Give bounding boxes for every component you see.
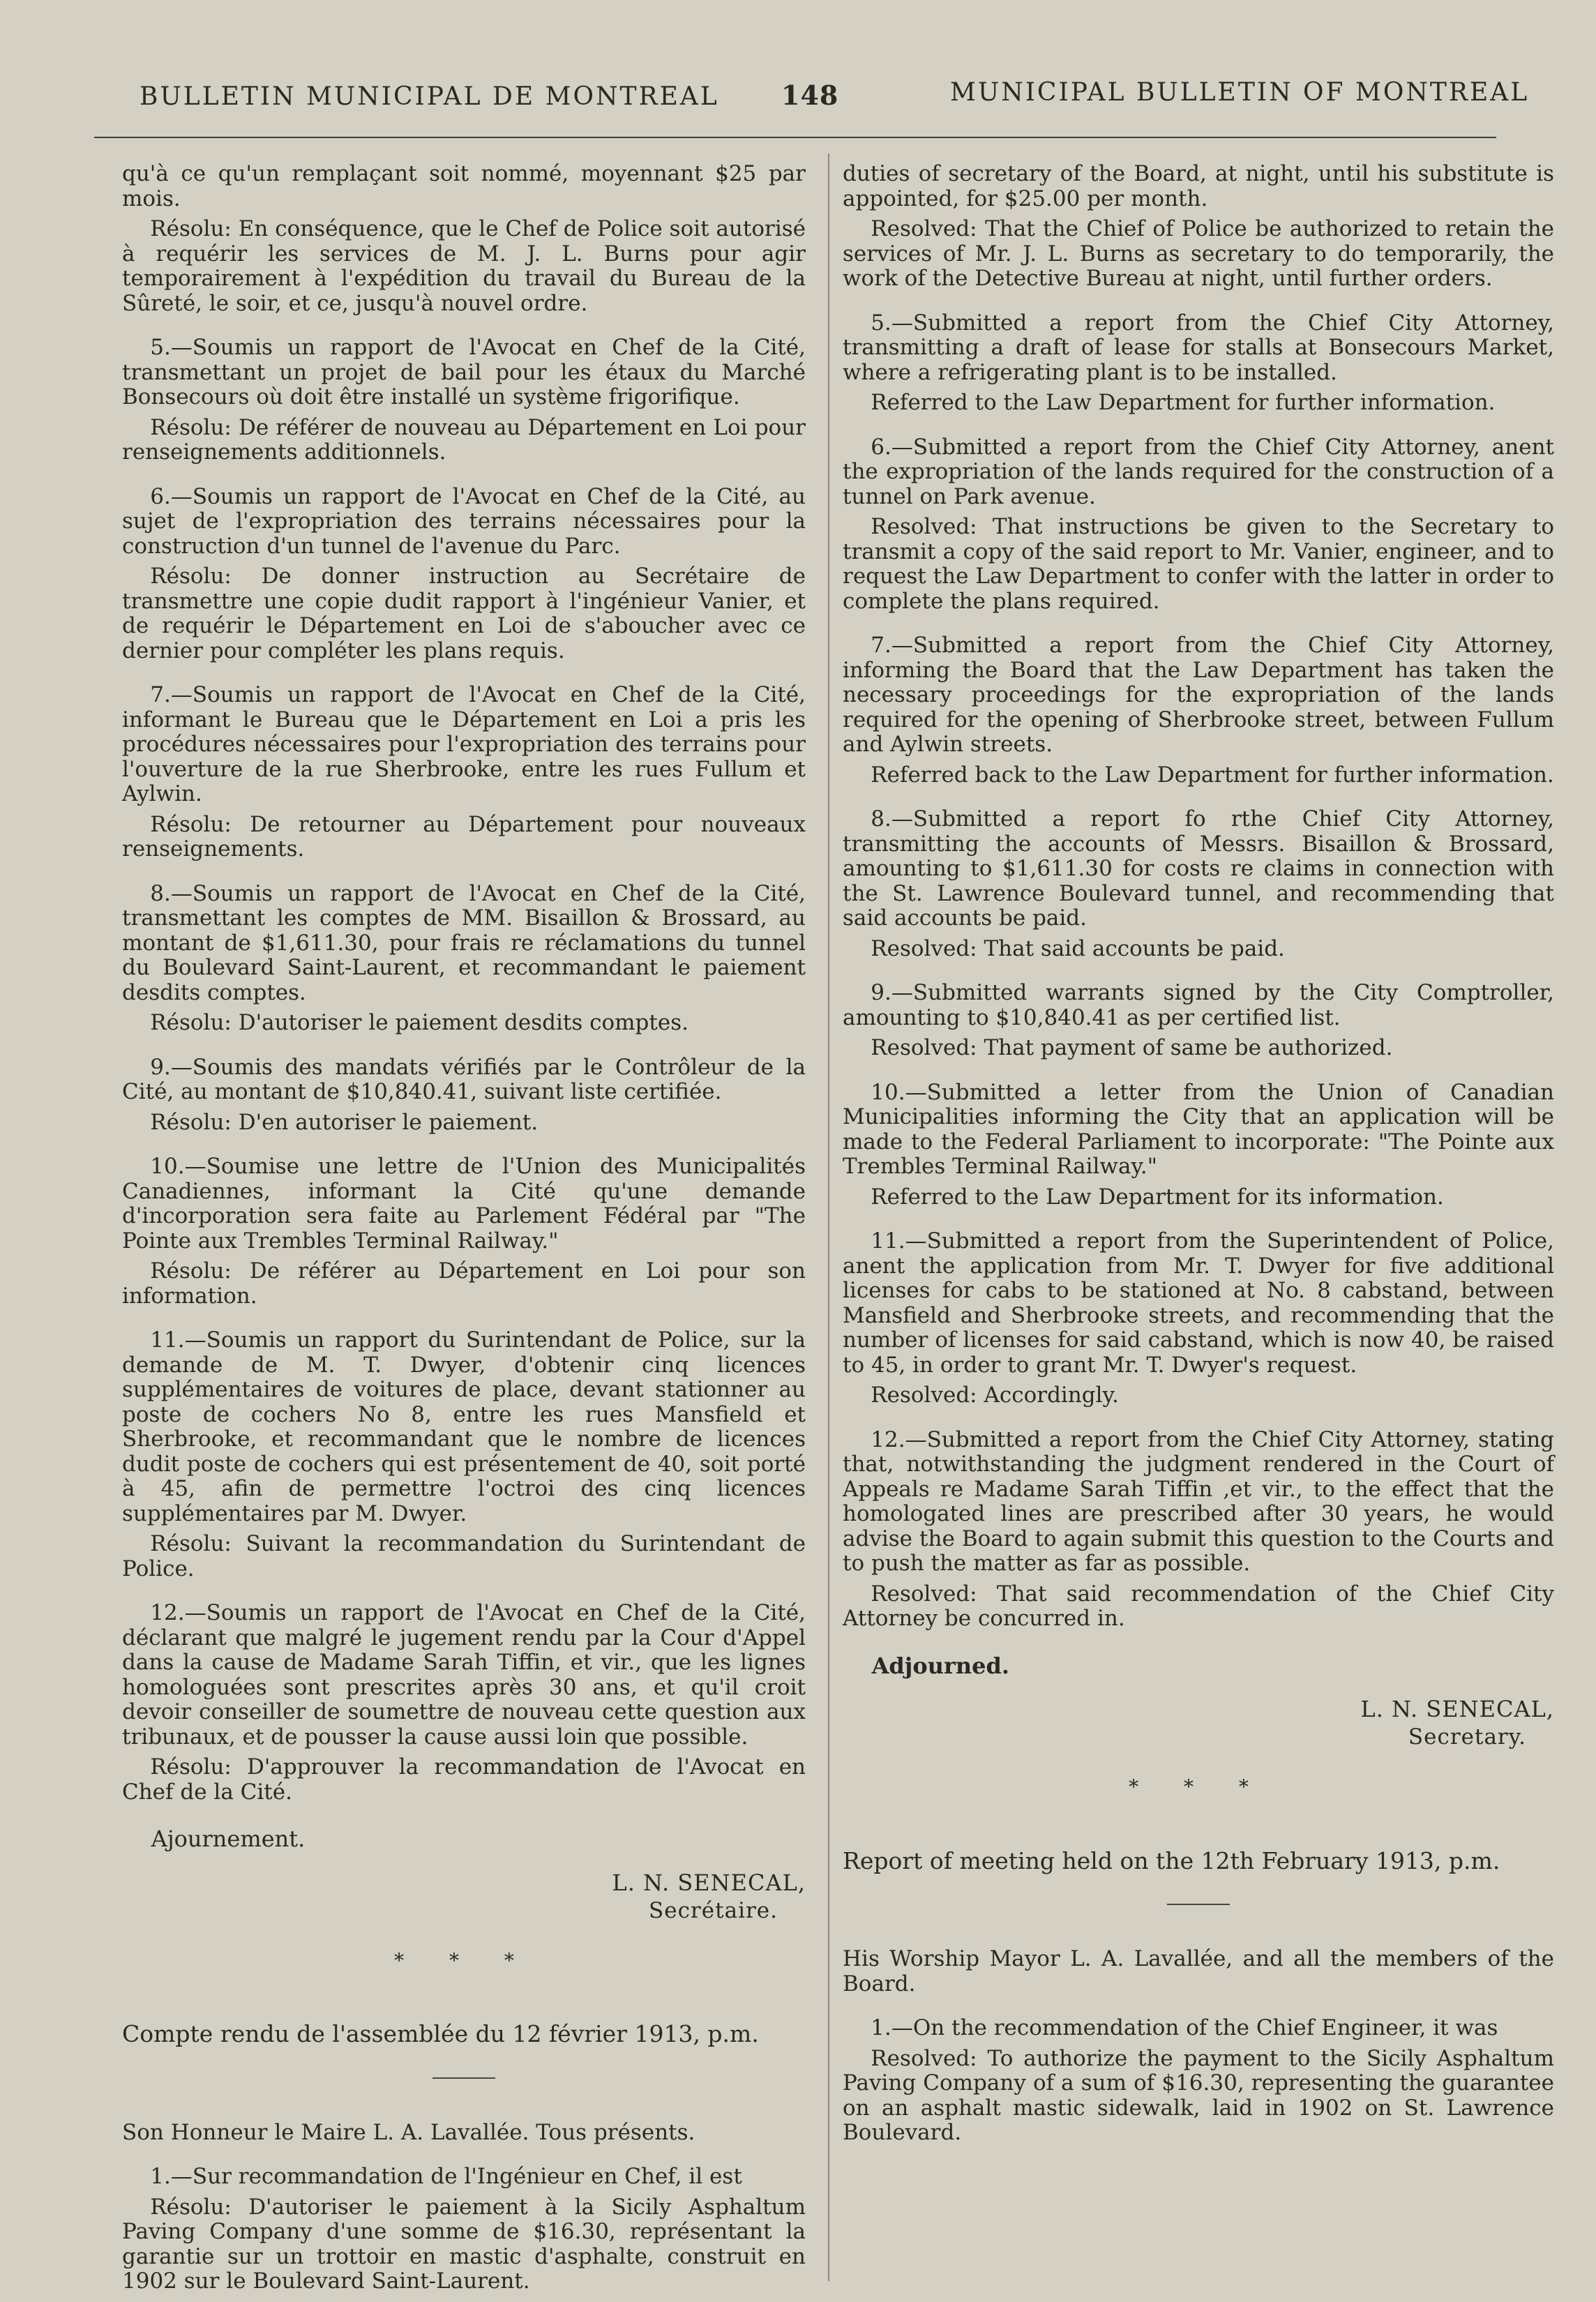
agenda-item-8: 8.—Submitted a report fo rthe Chief City Attorney, transmitting the accounts of Messrs. Bisaillon & Brossard, amounting to $1,611.30 for costs re claims in connection with the St. Lawrence Boulevard tunnel, and recommending that said accounts be paid.	[843, 806, 1554, 931]
resolution: Résolu: Suivant la recommandation du Surintendant de Police.	[122, 1531, 806, 1581]
signature-block	[122, 1869, 806, 1925]
agenda-item-11: 11.—Soumis un rapport du Surintendant de Police, sur la demande de M. T. Dwyer, d'obtenir cinq licences supplémentaires de voitures de place, devant stationner au poste de cochers No 8, entre les rues Mansfield et Sherbrooke, et recommandant que le nombre de licences dudit poste de cochers qui est présentement de 40, soit porté à 45, afin de permettre l'octroi des cinq licences supplémentaires par M. Dwyer.	[122, 1327, 806, 1526]
signature-name: L. N. SENECAL,	[1360, 1696, 1554, 1722]
resolution: Referred back to the Law Department for further information.	[871, 762, 1554, 788]
header-rule	[94, 137, 1496, 138]
resolution: Resolved: Accordingly.	[871, 1383, 1119, 1408]
resolution: Résolu: De retourner au Département pour nouveaux renseignements.	[122, 811, 806, 862]
page-number: 148	[781, 80, 839, 111]
signature-block	[843, 1695, 1554, 1751]
agenda-item-6: 6.—Submitted a report from the Chief City Attorney, anent the expropriation of the lands required for the construction of a tunnel on Park avenue.	[843, 434, 1554, 509]
resolution: Resolved: That said recommendation of the Chief City Attorney be concurred in.	[843, 1581, 1554, 1631]
agenda-item-7: 7.—Soumis un rapport de l'Avocat en Chef de la Cité, informant le Bureau que le Département en Loi a pris les procédures nécessaires pour l'expropriation des terrains pour l'ouverture de la rue Sherbrooke, entre les rues Fullum et Aylwin.	[122, 682, 806, 806]
attendance: Son Honneur le Maire L. A. Lavallée. Tous présents.	[122, 2119, 695, 2145]
resolution: Resolved: That said accounts be paid.	[871, 935, 1285, 961]
paragraph: qu'à ce qu'un remplaçant soit nommé, moyennant $25 par mois.	[122, 161, 806, 211]
agenda-item-5: 5.—Soumis un rapport de l'Avocat en Chef de la Cité, transmettant un projet de bail pour les étaux du Marché Bonsecours où doit être installé un système frigorifique.	[122, 335, 806, 409]
agenda-item-10: 10.—Submitted a letter from the Union of Canadian Municipalities informing the City that an application will be made to the Federal Parliament to incorporate: "The Pointe aux Trembles Terminal Railway."	[843, 1079, 1554, 1179]
meeting-heading: Report of meeting held on the 12th February 1913, p.m.	[843, 1846, 1500, 1874]
resolution: Referred to the Law Department for its information.	[871, 1184, 1444, 1210]
agenda-item-9: 9.—Soumis des mandats vérifiés par le Contrôleur de la Cité, au montant de $10,840.41, suivant liste certifiée.	[122, 1054, 806, 1104]
resolution: Résolu: En conséquence, que le Chef de Police soit autorisé à requérir les services de M. J. L. Burns pour agir temporairement à l'expédition du travail du Bureau de la Sûreté, le soir, et ce, jusqu'à nouvel ordre.	[122, 216, 806, 316]
english-column	[843, 162, 1554, 2151]
signature-role: Secrétaire.	[649, 1897, 778, 1923]
agenda-item-1: 1.—Sur recommandation de l'Ingénieur en Chef, il est	[150, 2164, 742, 2189]
resolution: Résolu: De donner instruction au Secrétaire de transmettre une copie dudit rapport à l'ingénieur Vanier, et de requérir le Département en Loi de s'aboucher avec ce dernier pour compléter les plans requis.	[122, 564, 806, 663]
adjournment: Adjourned.	[871, 1652, 1009, 1679]
meeting-heading: Compte rendu de l'assemblée du 12 février 1913, p.m.	[122, 2020, 759, 2047]
resolution: Resolved: To authorize the payment to the Sicily Asphaltum Paving Company of a sum of $16.30, representing the guarantee on an asphalt mastic sidewalk, laid in 1902 on St. Lawrence Boulevard.	[843, 2045, 1554, 2145]
signature-name: L. N. SENECAL,	[612, 1869, 806, 1896]
short-rule	[432, 2077, 495, 2079]
agenda-item-11: 11.—Submitted a report from the Superintendent of Police, anent the application from Mr. T. Dwyer for five additional licenses for cabs to be stationed at No. 8 cabstand, between Mansfield and Sherbrooke streets, and recommending that the number of licenses for said cabstand, which is now 40, be raised to 45, in order to grant Mr. T. Dwyer's request.	[843, 1228, 1554, 1378]
agenda-item-12: 12.—Soumis un rapport de l'Avocat en Chef de la Cité, déclarant que malgré le jugement rendu par la Cour d'Appel dans la cause de Madame Sarah Tiffin, et vir., que les lignes homologuées sont prescrites après 30 ans, et qu'il croit devoir conseiller de soumettre de nouveau cette question aux tribunaux, et de pousser la cause aussi loin que possible.	[122, 1600, 806, 1750]
agenda-item-8: 8.—Soumis un rapport de l'Avocat en Chef de la Cité, transmettant les comptes de MM. Bisaillon & Brossard, au montant de $1,611.30, pour frais re réclamations du tunnel du Boulevard Saint-Laurent, et recommandant le paiement desdits comptes.	[122, 880, 806, 1005]
agenda-item-9: 9.—Submitted warrants signed by the City Comptroller, amounting to $10,840.41 as per certified list.	[843, 980, 1554, 1030]
agenda-item-7: 7.—Submitted a report from the Chief City Attorney, informing the Board that the Law Department has taken the necessary proceedings for the expropriation of the lands required for the opening of Sherbrooke street, between Fullum and Aylwin streets.	[843, 633, 1554, 757]
paragraph: duties of secretary of the Board, at night, until his substitute is appointed, for $25.00 per month.	[843, 161, 1554, 211]
agenda-item-12: 12.—Submitted a report from the Chief City Attorney, stating that, notwithstanding the judgment rendered in the Court of Appeals re Madame Sarah Tiffin ,et vir., to the effect that the homologated lines are prescribed after 30 years, he would advise the Board to again submit this question to the Courts and to push the matter as far as possible.	[843, 1427, 1554, 1576]
header-title-french: BULLETIN MUNICIPAL DE MONTREAL	[140, 82, 719, 111]
adjournment: Ajournement.	[151, 1826, 306, 1852]
resolution: Resolved: That the Chief of Police be authorized to retain the services of Mr. J. L. Burns as secretary to do temporarily, the work of the Detective Bureau at night, until further orders.	[843, 216, 1554, 291]
header-title-english: MUNICIPAL BULLETIN OF MONTREAL	[950, 78, 1530, 107]
resolution: Resolved: That instructions be given to the Secretary to transmit a copy of the said report to Mr. Vanier, engineer, and to request the Law Department to confer with the latter in order to complete the plans required.	[843, 514, 1554, 614]
resolution: Résolu: D'autoriser le paiement à la Sicily Asphaltum Paving Company d'une somme de $16.30, représentant la garantie sur un trottoir en mastic d'asphalte, construit en 1902 sur le Boulevard Saint-Laurent.	[122, 2194, 806, 2294]
section-separator: * * *	[1129, 1775, 1268, 1798]
column-divider	[828, 153, 829, 2281]
attendance: His Worship Mayor L. A. Lavallée, and all the members of the Board.	[843, 1946, 1554, 1996]
agenda-item-5: 5.—Submitted a report from the Chief City Attorney, transmitting a draft of lease for stalls at Bonsecours Market, where a refrigerating plant is to be installed.	[843, 310, 1554, 385]
resolution: Resolved: That payment of same be authorized.	[871, 1035, 1393, 1060]
page-header	[0, 75, 1596, 131]
resolution: Résolu: D'approuver la recommandation de l'Avocat en Chef de la Cité.	[122, 1754, 806, 1805]
agenda-item-6: 6.—Soumis un rapport de l'Avocat en Chef de la Cité, au sujet de l'expropriation des terrains nécessaires pour la construction d'un tunnel de l'avenue du Parc.	[122, 483, 806, 559]
agenda-item-1: 1.—On the recommendation of the Chief Engineer, it was	[871, 2015, 1498, 2040]
resolution: Résolu: D'autoriser le paiement desdits comptes.	[150, 1010, 688, 1035]
resolution: Résolu: D'en autoriser le paiement.	[150, 1109, 539, 1135]
section-separator: * * *	[394, 1948, 534, 1972]
agenda-item-10: 10.—Soumise une lettre de l'Union des Municipalités Canadiennes, informant la Cité qu'une demande d'incorporation sera faite au Parlement Fédéral par "The Pointe aux Trembles Terminal Railway."	[122, 1154, 806, 1254]
signature-role: Secretary.	[1408, 1724, 1526, 1750]
short-rule	[1167, 1904, 1230, 1905]
resolution: Résolu: De référer de nouveau au Département en Loi pour renseignements additionnels.	[122, 414, 806, 465]
french-column	[122, 162, 806, 2300]
resolution: Referred to the Law Department for further information.	[871, 390, 1496, 415]
resolution: Résolu: De référer au Département en Loi pour son information.	[122, 1258, 806, 1309]
